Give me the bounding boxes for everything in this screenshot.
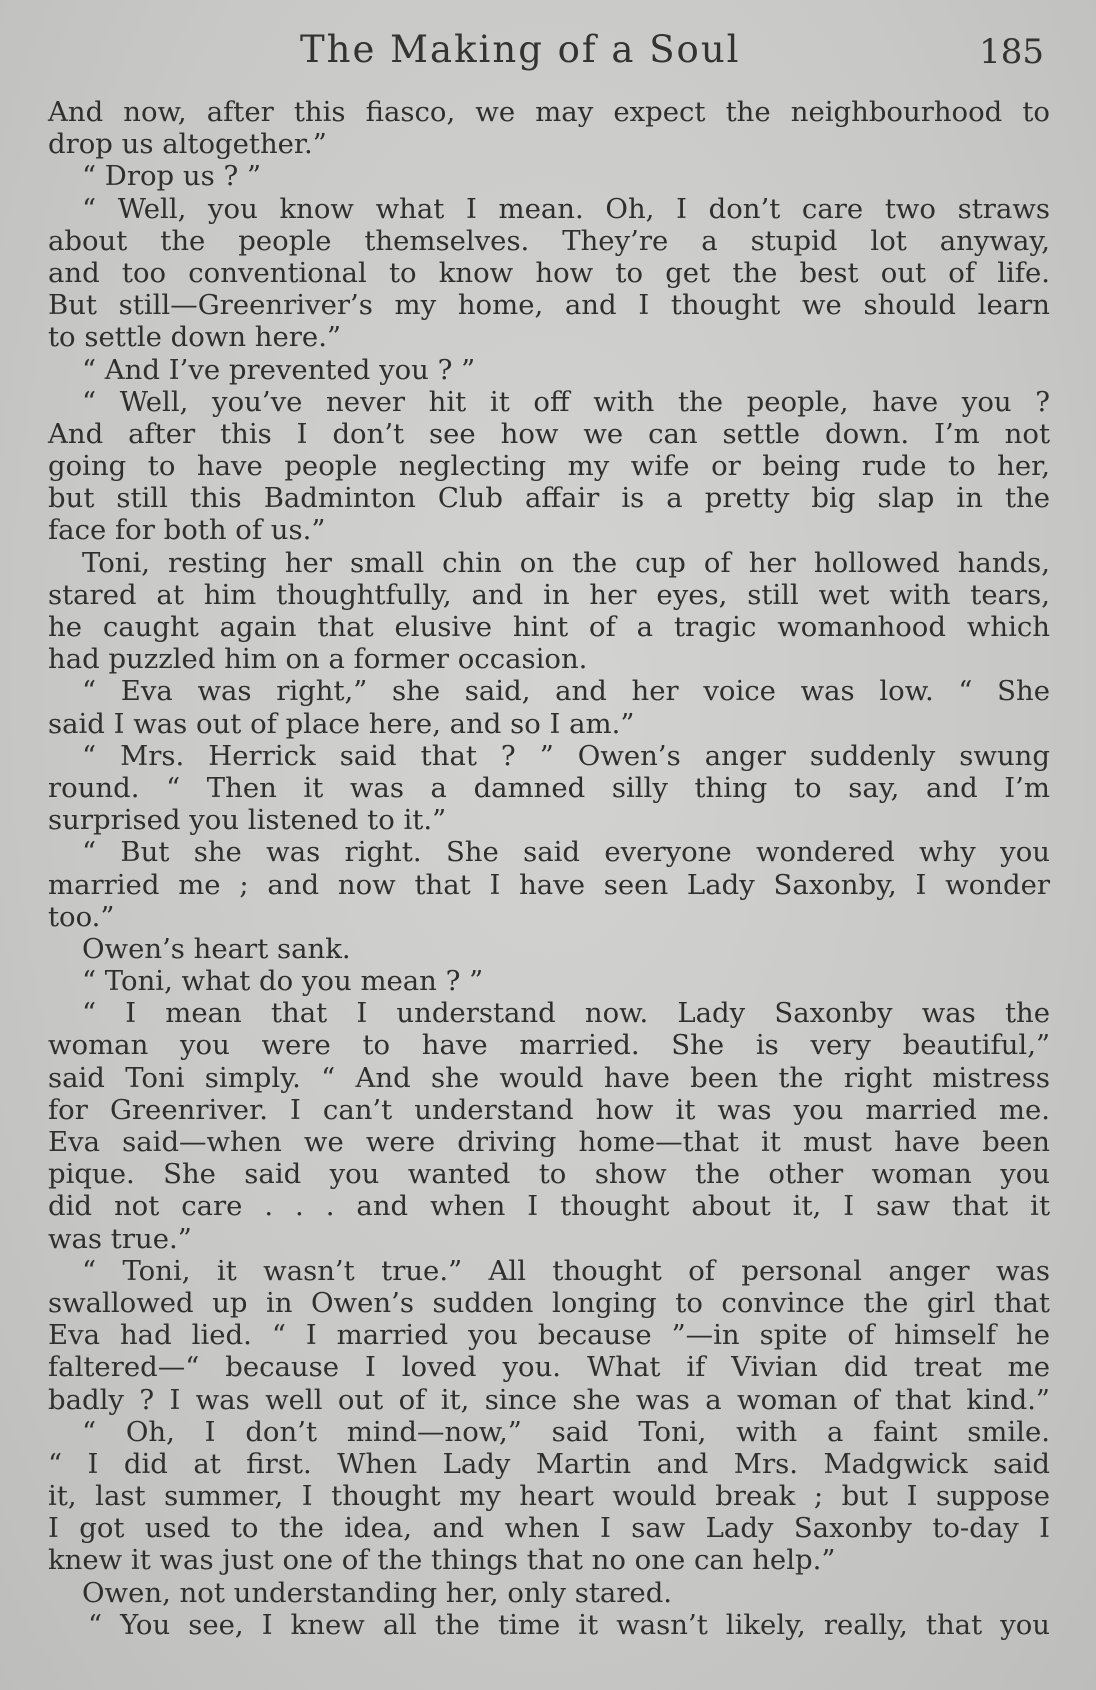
text-line: “ Mrs. Herrick said that ? ” Owen’s anger suddenly swung [82,739,1050,772]
text-line: “ I did at first. When Lady Martin and Mrs. Madgwick said [48,1447,1050,1480]
text-line: married me ; and now that I have seen Lady Saxonby, I wonder [48,868,1050,901]
text-line: “ Toni, what do you mean ? ” [82,965,484,998]
text-line: round. “ Then it was a damned silly thing to say, and I’m [48,771,1050,804]
text-line: badly ? I was well out of it, since she was a woman of that kind.” [48,1383,1050,1416]
text-line: And after this I don’t see how we can settle down. I’m not [48,417,1050,450]
body-text [48,96,1050,1641]
text-line: Toni, resting her small chin on the cup of her hollowed hands, [82,546,1050,579]
text-line: but still this Badminton Club affair is a pretty big slap in the [48,482,1050,515]
page-header [0,28,1096,88]
text-line: woman you were to have married. She is very beautiful,” [48,1029,1050,1062]
text-line: about the people themselves. They’re a stupid lot anyway, [48,224,1050,257]
text-line: for Greenriver. I can’t understand how it was you married me. [48,1093,1050,1126]
text-line: “ Toni, it wasn’t true.” All thought of personal anger was [82,1254,1050,1287]
text-line: Eva had lied. “ I married you because ”—in spite of himself he [48,1319,1050,1352]
text-line: face for both of us.” [48,514,326,547]
text-line: drop us altogether.” [48,128,327,161]
text-line: But still—Greenriver’s my home, and I thought we should learn [48,289,1050,322]
text-line: stared at him thoughtfully, and in her eyes, still wet with tears, [48,578,1050,611]
text-line: and too conventional to know how to get the best out of life. [48,256,1050,289]
text-line: Owen, not understanding her, only stared. [82,1576,673,1609]
text-line: “ And I’ve prevented you ? ” [82,353,476,386]
text-line: swallowed up in Owen’s sudden longing to convince the girl that [48,1286,1050,1319]
text-line: And now, after this fiasco, we may expect the neighbourhood to [48,96,1050,128]
text-line: it, last summer, I thought my heart would break ; but I suppose [48,1480,1050,1513]
text-line: to settle down here.” [48,321,342,354]
text-line: was true.” [48,1222,192,1255]
text-line: “ Eva was right,” she said, and her voice was low. “ She [82,675,1050,708]
text-line: had puzzled him on a former occasion. [48,643,588,676]
text-line: he caught again that elusive hint of a tragic womanhood which [48,611,1050,643]
text-line: surprised you listened to it.” [48,804,447,837]
page-number: 185 [979,32,1044,72]
text-line: did not care . . . and when I thought about it, I saw that it [48,1190,1050,1223]
text-line: “ Well, you’ve never hit it off with the people, have you ? [82,385,1050,418]
text-line: “ I mean that I understand now. Lady Saxonby was the [82,997,1050,1030]
text-line: “ But she was right. She said everyone wondered why you [82,836,1050,869]
text-line: going to have people neglecting my wife or being rude to her, [48,450,1050,483]
text-line: too.” [48,900,115,933]
text-line: I got used to the idea, and when I saw Lady Saxonby to-day I [48,1512,1050,1545]
text-line: “ You see, I knew all the time it wasn’t likely, really, that you [88,1608,1050,1641]
text-line: Owen’s heart sank. [82,932,351,965]
text-line: pique. She said you wanted to show the other woman you [48,1158,1050,1191]
text-line: Eva said—when we were driving home—that it must have been [48,1126,1050,1158]
text-line: “ Well, you know what I mean. Oh, I don’t care two straws [82,192,1050,225]
text-line: “ Oh, I don’t mind—now,” said Toni, with a faint smile. [82,1415,1050,1448]
text-line: said I was out of place here, and so I am.” [48,707,635,740]
text-line: faltered—“ because I loved you. What if Vivian did treat me [48,1351,1050,1384]
text-line: “ Drop us ? ” [82,160,262,193]
text-line: said Toni simply. “ And she would have been the right mistress [48,1061,1050,1094]
running-title: The Making of a Soul [300,28,741,71]
text-line: knew it was just one of the things that no one can help.” [48,1544,836,1577]
